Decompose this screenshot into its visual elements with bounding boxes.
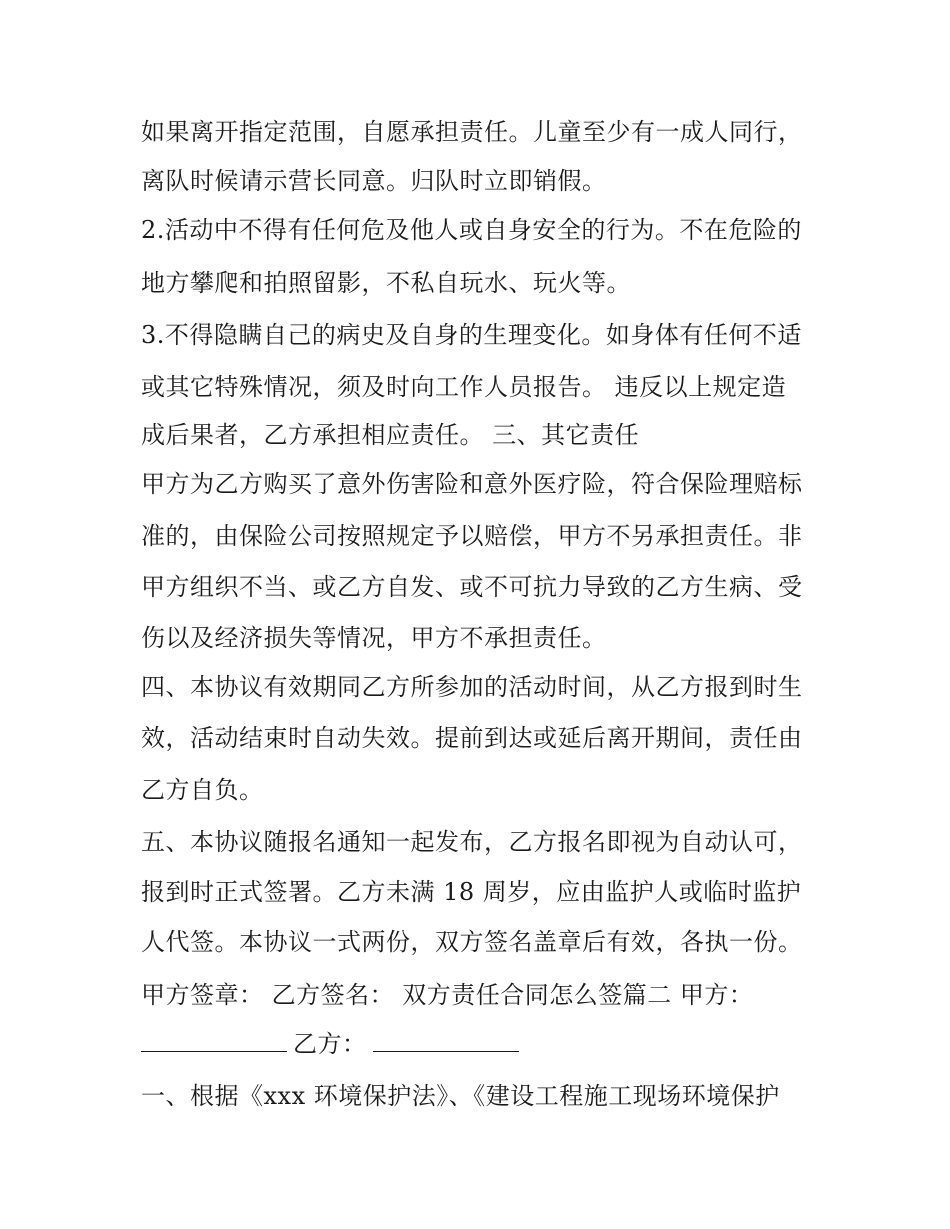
text-line: 报到时正式签署。乙方未满 18 周岁，应由监护人或临时监护 [141,878,802,906]
text-line: 一、根据《xxx 环境保护法》、《建设工程施工现场环境保护 [141,1082,780,1110]
text-line: 甲方为乙方购买了意外伤害险和意外医疗险，符合保险理赔标 [141,470,803,498]
party-b-label: 乙方： [293,1030,367,1058]
text-line: 2.活动中不得有任何危及他人或自身安全的行为。不在危险的 [141,216,802,244]
text-line: 如果离开指定范围，自愿承担责任。儿童至少有一成人同行， [141,118,803,146]
text-line: 地方攀爬和拍照留影，不私自玩水、玩火等。 [141,269,631,297]
signature-line [141,1024,519,1064]
text-line: 效，活动结束时自动失效。提前到达或延后离开期间，责任由 [141,724,803,752]
text-line: 成后果者，乙方承担相应责任。 三、其它责任 [141,421,640,449]
text-line: 人代签。本协议一式两份，双方签名盖章后有效，各执一份。 [141,928,803,956]
text-line: 甲方签章： 乙方签名： 双方责任合同怎么签篇二 甲方： [141,981,754,1009]
text-line: 准的，由保险公司按照规定予以赔偿，甲方不另承担责任。非 [141,522,803,550]
party-a-blank[interactable] [141,1029,287,1052]
text-line: 甲方组织不当、或乙方自发、或不可抗力导致的乙方生病、受 [141,573,803,601]
text-line: 五、本协议随报名通知一起发布，乙方报名即视为自动认可， [141,828,803,856]
text-line: 乙方自负。 [141,776,264,804]
text-line: 或其它特殊情况，须及时向工作人员报告。 违反以上规定造 [141,373,787,401]
text-line: 四、本协议有效期同乙方所参加的活动时间，从乙方报到时生 [141,673,803,701]
party-b-blank[interactable] [373,1029,519,1052]
text-line: 离队时候请示营长同意。归队时立即销假。 [141,167,607,195]
text-line: 伤以及经济损失等情况，甲方不承担责任。 [141,624,607,652]
text-line: 3.不得隐瞒自己的病史及自身的生理变化。如身体有任何不适 [141,321,802,349]
